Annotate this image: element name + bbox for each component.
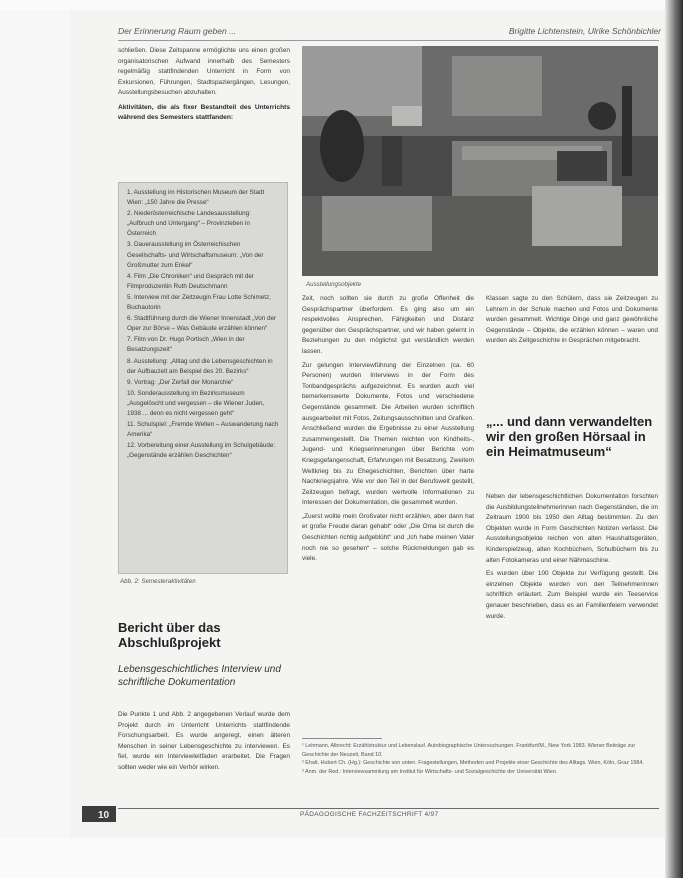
section-subtitle: Lebensgeschichtliches Interview und schriftliche Dokumentation — [118, 664, 281, 688]
list-item: 12. Vorbereitung einer Ausstellung im Schulgebäude: „Gegenstände erzählen Geschichten“ — [127, 442, 276, 460]
running-header-left: Der Erinnerung Raum geben ... — [118, 26, 237, 36]
footnote: ³ Anm. der Red.: Interviewsammlung am Institut für Wirtschafts- und Sozialgeschichte der Universität Wien. — [302, 768, 558, 775]
scan-margin-bottom — [0, 838, 683, 878]
list-item: 4. Film „Die Chroniken“ und Gespräch mit der Filmproduzentin Ruth Deutschmann — [127, 272, 255, 290]
body-paragraph: Neben der lebensgeschichtlichen Dokumentation forschten die Ausbildungsteilnehmerinnen nach Gegenständen, die im Zeitraum 1900 bis 1950 den Alltag bestimmten. Zu den Objekten wurde in Form Geschichten Notizen verfasst. Die Ausstellungsobjekte reichen von alten Haushaltsgeräten, Kinderspielzeug, alten Kochbüchern, Schulbüchern bis zu alten Fotokameras und einer Nähmaschine. — [486, 493, 658, 564]
list-item: 6. Stadtführung durch die Wiener Innenstadt „Von der Oper zur Börse – Was Gebäude erzählen können“ — [127, 315, 277, 333]
footnote-rule — [302, 738, 382, 739]
exhibition-photo — [302, 46, 658, 276]
list-item: 10. Sonderausstellung im Bezirksmuseum „Ausgelöscht und vergessen – die Wiener Juden, 1938 ... denn es nicht vergessen geht“ — [127, 389, 265, 417]
activities-heading: Aktivitäten, die als fixer Bestandteil des Unterrichts während des Semesters stattfanden: — [118, 103, 290, 122]
photo-illustration — [302, 46, 658, 276]
intro-paragraph: schließen. Diese Zeitspanne ermöglichte uns einen großen organisatorischen Aufwand innerhalb des Semesters regelmäßig stattfindenden Unterricht in Form von Exkursionen, Führungen, Stadtspaziergängen, Lesungen, Ausstellungsbesuchen abzuhalten. — [118, 47, 290, 97]
activities-list — [119, 183, 287, 461]
body-paragraph: Die Punkte 1 und Abb. 2 angegebenen Verlauf wurde dem Projekt durch im Unterricht Unterrichts stattfindende Forschungsarbeit. Es wurde angeregt, einen älteren Menschen in seiner Lebensgeschichte zu interviewen. Es fiel, wurde ein Interviewleitfaden erarbeitet. Die Fragen sollten weder wie ein Verhör wirken. — [118, 711, 290, 771]
column-3-bottom — [486, 492, 658, 625]
list-item: 1. Ausstellung im Historischen Museum der Stadt Wien: „150 Jahre die Presse“ — [127, 189, 265, 207]
footer-rule — [118, 808, 659, 809]
scan-shadow-right — [665, 0, 683, 878]
photo-caption: Ausstellungsobjekte — [306, 281, 362, 288]
quote-heading: „... und dann verwandelten wir den großen Hörsaal in ein Heimatmuseum“ — [486, 414, 653, 459]
list-item: 11. Schulspiel: „Fremde Welten – Auswanderung nach Amerika“ — [127, 421, 279, 439]
page-number: 10 — [98, 810, 110, 821]
list-item: 8. Ausstellung: „Alltag und die Lebensgeschichten in der Aufbauzeit am Beispiel des 20. Bezirks“ — [127, 357, 273, 375]
footnote: ¹ Lehmann, Albrecht: Erzählstruktur und Lebenslauf. Autobiographische Untersuchungen. Frankfurt/M., New York 1983. Wiener Beiträge zur Geschichte der Neuzeit, Band 10. — [302, 743, 636, 758]
footnote: ² Ehalt, Hubert Ch. (Hg.): Geschichte von unten. Fragestellungen, Methoden und Projekte einer Geschichte des Alltags. Wien, Köln, Graz 1984. — [302, 760, 644, 767]
body-paragraph: Zeit, noch sollten sie durch zu große Offenheit die Gesprächspartner überfordern. Es ging also um ein respektvolles Ansprechen, Fähigkeiten und Distanz gegenüber den Gesprächspartner, und wir haben gelernt in Beziehungen zu den möglichst gut verständlich werden lassen. — [302, 295, 474, 355]
running-header-right: Brigitte Lichtenstein, Ulrike Schönbichler — [508, 26, 661, 36]
list-item: 3. Dauerausstellung im Österreichischen Gesellschafts- und Wirtschaftsmuseum: „Von der Großmutter zum Enkel“ — [127, 241, 264, 269]
column-3-top — [486, 294, 658, 350]
column-1-bottom — [118, 710, 290, 777]
column-2 — [302, 294, 474, 568]
column-1-intro — [118, 46, 290, 128]
list-item: 7. Film von Dr. Hugo Portisch „Wien in der Besatzungszeit“ — [127, 336, 245, 354]
list-item: 9. Vortrag: „Der Zerfall der Monarchie“ — [127, 378, 234, 386]
box-caption: Abb. 2: Semesteraktivitäten — [120, 578, 196, 585]
list-item: 5. Interview mit der Zeitzeugin Frau Lotte Schimetz, Buchautorin — [127, 293, 271, 312]
scan-margin-top — [0, 0, 683, 10]
list-item: 2. Niederösterreichische Landesausstellung: „Aufbruch und Untergang“ – Provinzleben in Österreich — [127, 210, 251, 238]
body-paragraph: Es wurden über 100 Objekte zur Verfügung gestellt. Die einzelnen Objekte wurden von den Teilnehmerinnen schriftlich erläutert. Zum Beispiel wurde ein Teeservice genauer beschrieben, dass es an Familienfeiern verwendet wurde. — [486, 570, 658, 620]
body-paragraph: Zur gelungen Interviewführung der Einzelnen (ca. 60 Personen) wurden Interviews in der Form des Tonbandgesprächs aufgezeichnet. Es wurden auch viel bemerkenswerte Dokumente, Fotos und verschiedene Gegenstände gesammelt. Die Arbeiten wurden schriftlich ausgearbeitet mit Fotos, Zeitungsausschnitten und Grafiken. Anschließend wurden die Ergebnisse zu einer Ausstellung zusammengestellt. Die Themen reichten von Kindheits-, Jugend- und Kriegserinnerungen über Berichte vom Kriegsgefangenschaft, Erfahrungen mit Besatzung, Zweitem Weltkrieg bis zu Ehegeschichten, Berichten über harte Nachkriegsjahre. Wie vor den Teil in der Berufswelt gestellt, Zeitzeugen befragt, wurden wertvolle Informationen zu Interessen der Dokumentation, die gesammelt wurden. — [302, 361, 474, 507]
scan-margin-left — [0, 0, 70, 878]
footer-publication: PÄDAGOGISCHE FACHZEITSCHRIFT 4/97 — [300, 811, 439, 818]
activities-box — [118, 182, 288, 574]
section-title: Bericht über das Abschlußprojekt — [118, 620, 221, 650]
body-paragraph: Klassen sagte zu den Schülern, dass sie Zeitzeugen zu Lehrern in der Schule machen und Fotos und Dokumente wurden gesammelt. Wichtige Dinge und ganz gewöhnliche Gegenstände – Objekte, die erzählen können – waren und wurden als Zeitgeschichte in Gesprächen mitgebracht. — [486, 295, 658, 345]
footnotes — [302, 742, 658, 776]
header-rule — [118, 40, 659, 41]
body-paragraph: „Zuerst wollte mein Großvater nicht erzählen, aber dann hat er große Freude daran gehabt“ oder „Die Oma ist durch die Geschichten richtig aufgeblüht“ und „Ich habe meinen Vater noch nie so gesehen“ – solche Rückmeldungen gab es viele. — [302, 512, 474, 563]
